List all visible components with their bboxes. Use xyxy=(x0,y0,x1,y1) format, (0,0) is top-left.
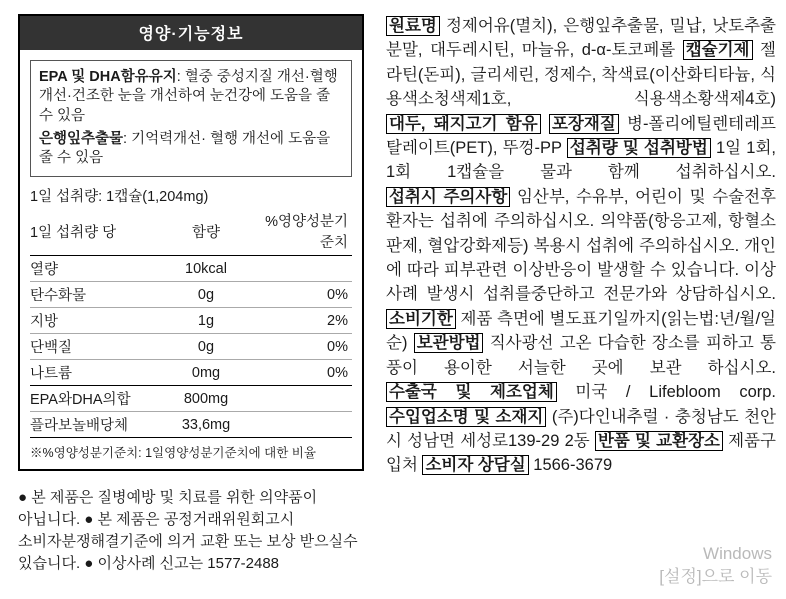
nutrition-panel xyxy=(18,14,364,471)
cell-percent xyxy=(256,256,352,282)
functional-claims-box xyxy=(30,60,352,177)
info-section-text: 정제어유(멸치), 은행잎추출물, 밀납, 낫토추출분말, 대두레시틴, 마늘유, d-α-토코페롤 xyxy=(386,17,776,60)
info-section-text: 임산부, 수유부, 어린이 및 수술전후 환자는 섭취에 주의하십시오. 의약품(항응고제, 항혈소판제, 혈압강화제등) 복용시 섭취에 주의하십시오. 개인에 따라 피부관련 이상반응이 발생할 수 있습니다. 이상사례 발생시 섭취를중단하고 전문가와 상담하십시오. xyxy=(386,187,776,304)
info-section-tag: 반품 및 교환장소 xyxy=(595,431,723,451)
right-column xyxy=(378,14,776,589)
info-section-text: 미국 / Lifebloom corp. xyxy=(575,383,776,402)
table-row xyxy=(30,334,352,360)
info-section-tag: 원료명 xyxy=(386,16,440,36)
watermark-line-2: [설정]으로 이동 xyxy=(659,567,772,587)
cell-name: EPA와DHA의합 xyxy=(30,386,156,412)
table-row xyxy=(30,360,352,386)
info-section-text: 직사광선 고온 다습한 장소를 피하고 통풍이 용이한 서늘한 곳에 보관 하십시오. xyxy=(386,334,776,377)
info-section-text: 제품 측면에 별도표기일까지(읽는법:년/월/일 순) xyxy=(386,309,776,353)
cell-name: 지방 xyxy=(30,308,156,334)
info-section-tag: 캡슐기제 xyxy=(683,40,753,60)
cell-amount: 0g xyxy=(156,282,256,308)
cell-amount: 10kcal xyxy=(156,256,256,282)
cell-amount: 33,6mg xyxy=(156,412,256,438)
nutrition-table xyxy=(30,208,352,438)
cell-name: 플라보놀배당체 xyxy=(30,412,156,438)
product-information-text xyxy=(386,14,776,478)
functional-claim-row xyxy=(39,130,343,169)
cell-name: 나트륨 xyxy=(30,360,156,386)
cell-amount: 1g xyxy=(156,308,256,334)
functional-claim-name: 은행잎추출물 xyxy=(39,130,124,147)
left-column xyxy=(18,14,378,589)
cell-percent: 0% xyxy=(256,334,352,360)
cell-amount: 0g xyxy=(156,334,256,360)
info-section-text: (주)다인내추럴 · 충청남도 천안시 성남면 세성로139-29 2동 xyxy=(386,407,776,450)
watermark-line-1: Windows xyxy=(703,544,772,564)
info-section-tag: 포장재질 xyxy=(549,114,619,134)
info-section-tag: 수출국 및 제조업체 xyxy=(386,382,557,402)
info-section-tag: 대두, 돼지고기 함유 xyxy=(386,114,541,134)
nutrition-footnote: ※%영양성분기준치: 1일영양성분기준치에 대한 비율 xyxy=(30,446,316,461)
cell-amount: 800mg xyxy=(156,386,256,412)
column-header-percent: %영양성분기준치 xyxy=(256,208,352,256)
info-section-tag: 섭취량 및 섭취방법 xyxy=(567,138,711,158)
table-header-row xyxy=(30,208,352,256)
info-section-text: 젤라틴(돈피), 글리세린, 정제수, 착색료(이산화티타늄, 식용색소청색제1호, 식용색소황색제4호) xyxy=(386,41,776,109)
info-section-tag: 섭취시 주의사항 xyxy=(386,187,510,207)
functional-claim-row xyxy=(39,68,343,126)
table-row xyxy=(30,256,352,282)
info-section-tag: 수입업소명 및 소재지 xyxy=(386,407,546,427)
table-row xyxy=(30,308,352,334)
functional-claim-text: : 기억력개선· 혈행 개선에 도움을 줄 수 있음 xyxy=(39,130,331,167)
serving-size-line: 1일 섭취량: 1캡슐(1,204mg) xyxy=(30,189,209,206)
cell-name: 단백질 xyxy=(30,334,156,360)
info-section-tag: 보관방법 xyxy=(414,333,484,353)
info-section-text: 1566-3679 xyxy=(533,456,613,475)
table-row xyxy=(30,282,352,308)
cell-amount: 0mg xyxy=(156,360,256,386)
table-row xyxy=(30,386,352,412)
cell-name: 열량 xyxy=(30,256,156,282)
cell-name: 탄수화물 xyxy=(30,282,156,308)
info-section-text: 1일 1회, 1회 1캡슐을 물과 함께 섭취하십시오. xyxy=(386,139,776,182)
column-header-amount: 함량 xyxy=(156,208,256,256)
cell-percent xyxy=(256,386,352,412)
cell-percent: 0% xyxy=(256,282,352,308)
info-section-tag: 소비기한 xyxy=(386,309,456,329)
table-row xyxy=(30,412,352,438)
column-header-name: 1일 섭취량 당 xyxy=(30,208,156,256)
cell-percent xyxy=(256,412,352,438)
cell-percent: 2% xyxy=(256,308,352,334)
functional-claim-name: EPA 및 DHA함유유지 xyxy=(39,69,177,85)
nutrition-panel-title: 영양·기능정보 xyxy=(20,16,362,50)
info-section-text: 병-폴리에틸렌테레프탈레이트(PET), 뚜껑-PP xyxy=(386,114,776,158)
disclaimer-text: ● 본 제품은 질병예방 및 치료를 위한 의약품이 아닙니다. ● 본 제품은 공정거래위원회고시 소비자분쟁해결기준에 의거 교환 또는 보상 받으실수 있습니다. ● 이상사례 신고는 1577-2488 xyxy=(18,489,358,572)
info-section-text: 제품구입처 xyxy=(386,431,776,475)
functional-claim-text: : 혈중 중성지질 개선·혈행개선·건조한 눈을 개선하여 눈건강에 도움을 줄수 있음 xyxy=(39,69,338,124)
info-section-tag: 소비자 상담실 xyxy=(422,455,528,475)
cell-percent: 0% xyxy=(256,360,352,386)
